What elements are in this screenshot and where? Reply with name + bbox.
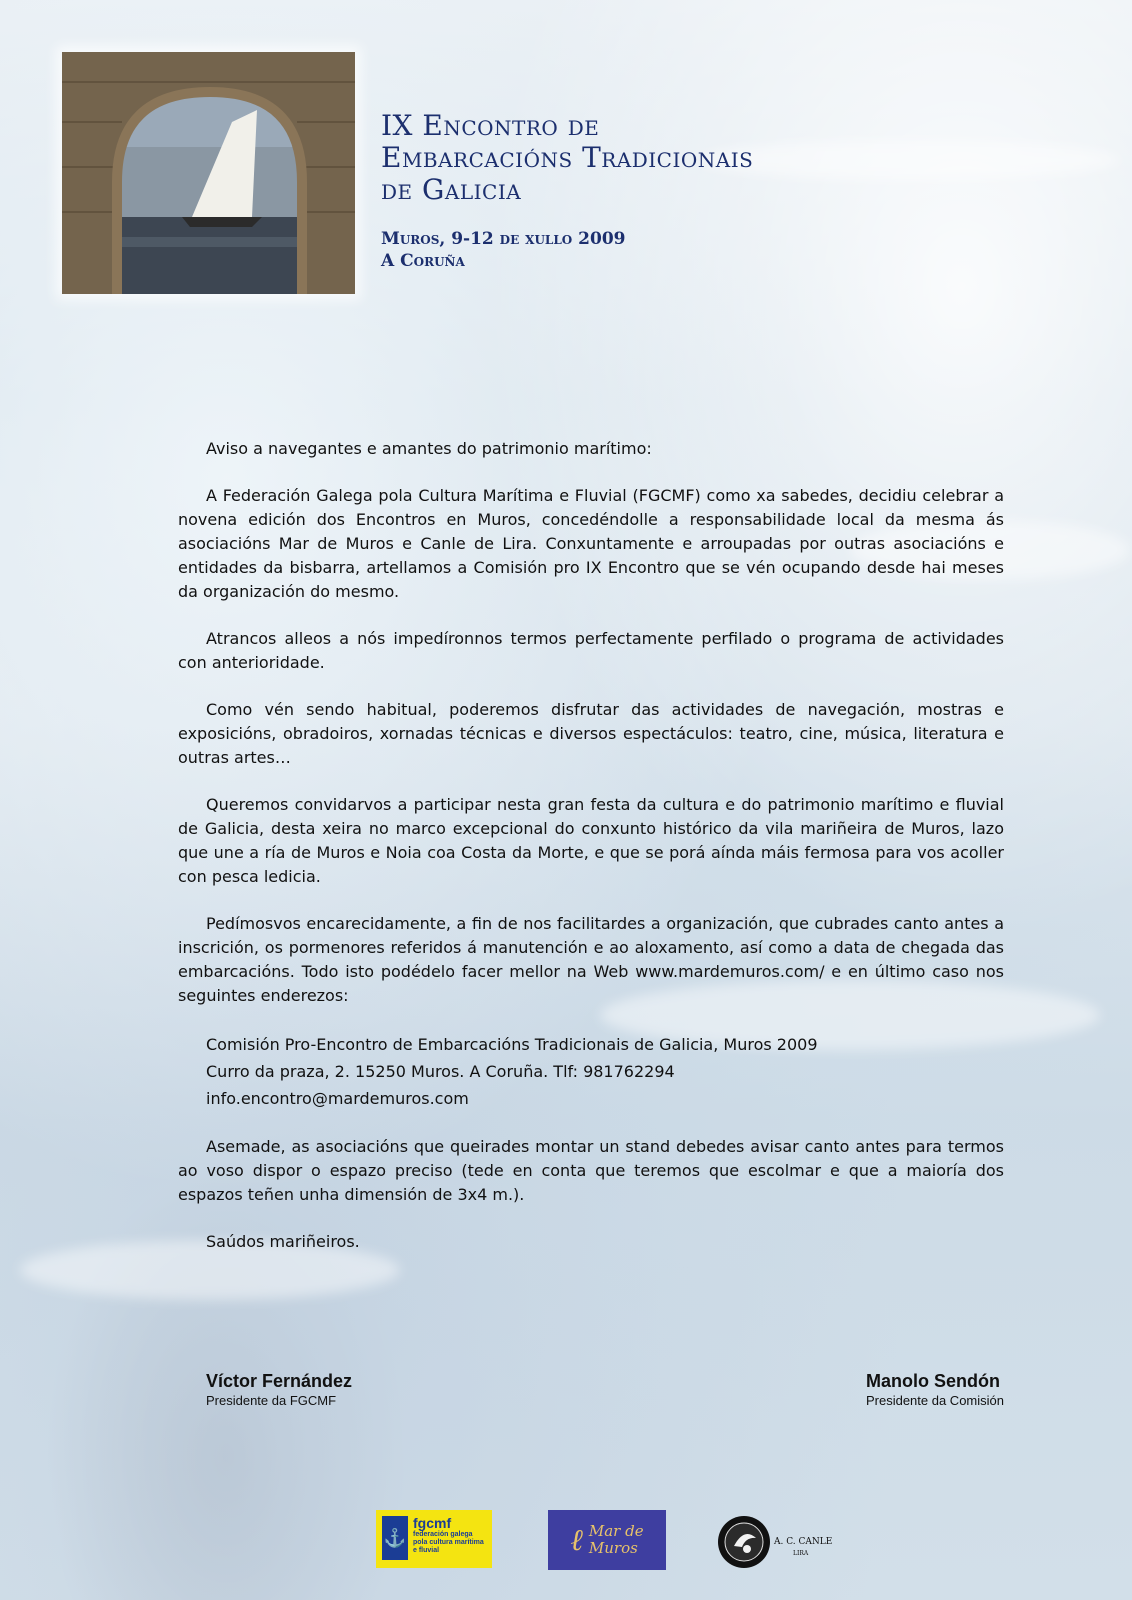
address-line: Comisión Pro-Encontro de Embarcacións Tradicionais de Galicia, Muros 2009: [206, 1035, 818, 1054]
mar-de-muros-line: Mar de: [588, 1522, 644, 1540]
event-title-line: IX Encontro de: [381, 109, 600, 142]
letter-paragraph: Pedímosvos encarecidamente, a fin de nos facilitardes a organización, que cubrades canto antes a inscrición, os pormenores referidos á manutención e ao aloxamento, así como a data de chegada das embarcacións. Todo isto podédelo facer mellor na Web www.mardemuros.com/ e en último caso nos seguintes enderezos:: [178, 914, 1004, 1005]
letter-paragraph: Atrancos alleos a nós impedíronnos termos perfectamente perfilado o programa de actividades con anterioridade.: [178, 629, 1004, 672]
signer-role: Presidente da Comisión: [865, 1393, 1004, 1408]
signer-role: Presidente da FGCMF: [206, 1393, 337, 1408]
letter-body: [178, 437, 1004, 1277]
event-title-line: Embarcacións Tradicionais: [381, 141, 754, 174]
letter-greeting: Aviso a navegantes e amantes do patrimonio marítimo:: [206, 439, 652, 458]
sea-foam: [700, 140, 1120, 180]
letter-paragraph: Asemade, as asociacións que queirades montar un stand debedes avisar canto antes para termos ao voso dispor o espazo preciso (tede en conta que teremos que escolmar e que a maioría dos espazos teñen unha dimensión de 3x4 m.).: [178, 1137, 1004, 1204]
signer-name: Víctor Fernández: [206, 1371, 353, 1391]
fgcmf-logo: [376, 1510, 492, 1568]
letter-paragraph: A Federación Galega pola Cultura Marítima e Fluvial (FGCMF) como xa sabedes, decidiu celebrar a novena edición dos Encontros en Muros, concedéndolle a responsabilidade local da mesma ás asociacións Mar de Muros e Canle de Lira. Conxuntamente e arroupadas por outras asociacións e entidades da bisbarra, artellamos a Comisión pro IX Encontro que se vén ocupando desde hai meses da organización do mesmo.: [178, 486, 1004, 601]
mar-de-muros-logo: [548, 1510, 666, 1570]
rope-icon: ℓ: [570, 1522, 583, 1558]
letter-paragraph: Queremos convidarvos a participar nesta gran festa da cultura e do patrimonio marítimo e fluvial de Galicia, desta xeira no marco excepcional do conxunto histórico da vila mariñeira de Muros, lazo que une a ría de Muros e Noia coa Costa da Morte, e que se porá aínda máis fermosa para vos acoller con pesca ledicia.: [178, 795, 1004, 886]
fgcmf-logo-line: pola cultura marítima: [413, 1539, 484, 1546]
event-title-block: [381, 110, 753, 272]
signer-name: Manolo Sendón: [865, 1371, 1000, 1391]
fgcmf-logo-name: fgcmf: [413, 1515, 452, 1531]
contact-email[interactable]: info.encontro@mardemuros.com: [206, 1089, 469, 1108]
letter-farewell: Saúdos mariñeiros.: [206, 1232, 360, 1251]
address-line: Curro da praza, 2. 15250 Muros. A Coruña. Tlf: 981762294: [206, 1062, 675, 1081]
fgcmf-logo-line: e fluvial: [413, 1547, 440, 1554]
event-province: A Coruña: [381, 251, 465, 271]
canle-logo-sub: LIRA: [793, 1550, 809, 1557]
fgcmf-logo-line: federación galega: [413, 1531, 473, 1538]
canle-de-lira-logo: [716, 1513, 838, 1571]
canle-logo-name: A. C. CANLE: [774, 1537, 833, 1547]
mar-de-muros-line: Muros: [588, 1539, 638, 1557]
signature-left: [206, 1370, 352, 1410]
event-place-date: Muros, 9-12 de xullo 2009: [381, 229, 626, 249]
event-title-line: de Galicia: [381, 173, 522, 206]
signature-right: [866, 1370, 1004, 1410]
anchor-icon: ⚓: [382, 1516, 408, 1560]
letter-paragraph: Como vén sendo habitual, poderemos disfrutar das actividades de navegación, mostras e exposicións, obradoiros, xornadas técnicas e diversos espectáculos: teatro, cine, música, literatura e outras artes…: [178, 700, 1004, 767]
contact-address: [206, 1031, 1004, 1112]
arch-boat-photo: [62, 52, 355, 294]
